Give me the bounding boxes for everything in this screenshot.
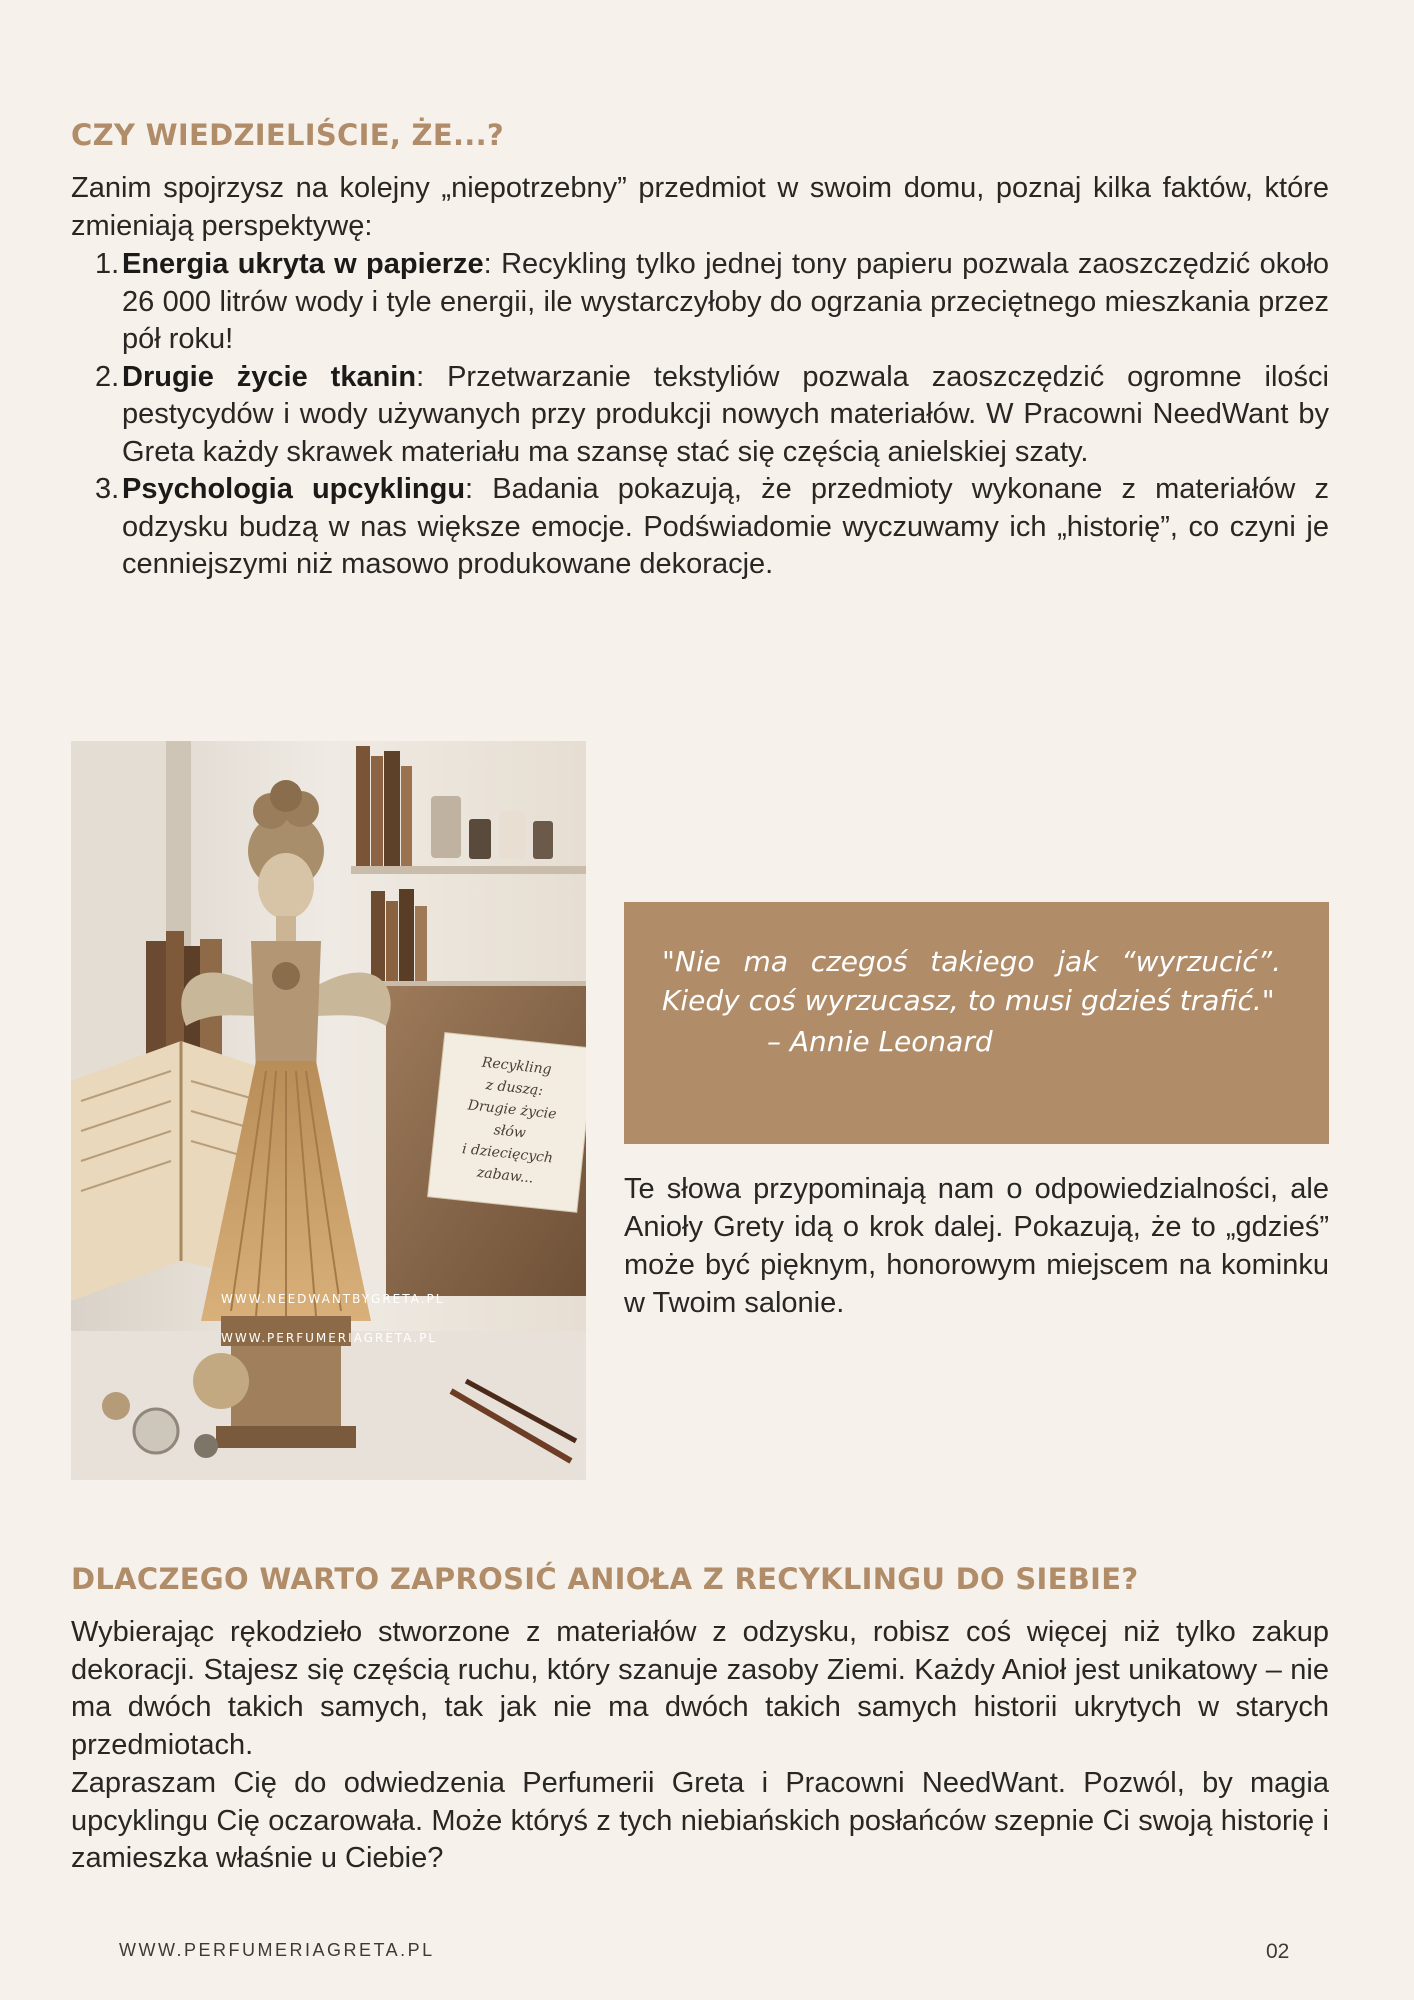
quote-text: "Nie ma czegoś takiego jak “wyrzucić”. Kiedy coś wyrzucasz, to musi gdzieś trafić." [662,945,1281,1017]
list-number: 3. [95,473,120,505]
fact-text: : Przetwarzanie tekstyliów pozwala zaoszczędzić ogromne ilości pestycydów i wody używanych przy produkcji nowych materiałów. W Pracowni NeedWant by Greta każdy skrawek materiału ma szansę stać się częścią anielskiej szaty. [122,360,1329,468]
quote-author: – Annie Leonard [767,1025,993,1058]
watermark-text: WWW.NEEDWANTBYGRETA.PL [221,1292,445,1306]
fact-title: Energia ukryta w papierze [122,248,484,280]
note-line: Drugie życie [467,1097,558,1123]
closing-paragraph-1: Wybierając rękodzieło stworzone z materiałów z odzysku, robisz coś więcej niż tylko zakup dekoracji. Stajesz się częścią ruchu, który szanuje zasoby Ziemi. Każdy Anioł jest unikatowy – nie ma dwóch takich samych, tak jak nie ma dwóch takich samych historii ukrytych w starych przedmiotach. [71,1616,1329,1761]
note-line: z duszą: [485,1077,544,1100]
fact-title: Drugie życie tkanin [122,360,417,393]
list-item [71,359,1329,472]
note-line: zabaw... [476,1164,535,1187]
section-heading-why: DLACZEGO WARTO ZAPROSIĆ ANIOŁA Z RECYKLINGU DO SIEBIE? [71,1562,1139,1596]
quote-commentary: Te słowa przypominają nam o odpowiedzialności, ale Anioły Grety idą o krok dalej. Pokazują, że to „gdzieś” może być pięknym, honorowym miejscem na kominku w Twoim salonie. [624,1173,1329,1319]
facts-list [71,246,1329,584]
list-number: 1. [95,248,120,280]
list-item [71,246,1329,359]
list-item [71,471,1329,584]
angel-photo [71,741,586,1480]
fact-text: : Badania pokazują, że przedmioty wykonane z materiałów z odzysku budzą w nas większe emocje. Podświadomie wyczuwamy ich „historię”, co czyni je cenniejszymi niż masowo produkowane dekoracje. [122,473,1329,580]
watermark-text: WWW.PERFUMERIAGRETA.PL [221,1331,438,1345]
closing-paragraph-2: Zapraszam Cię do odwiedzenia Perfumerii Greta i Pracowni NeedWant. Pozwól, by magia upcyklingu Cię oczarowała. Może któryś z tych niebiańskich posłańców szepnie Ci swoją historię i zamieszka właśnie u Ciebie? [71,1767,1329,1874]
intro-paragraph: Zanim spojrzysz na kolejny „niepotrzebny” przedmiot w swoim domu, poznaj kilka faktów, które zmieniają perspektywę: [71,172,1329,242]
fact-text: : Recykling tylko jednej tony papieru pozwala zaoszczędzić około 26 000 litrów wody i tyle energii, ile wystarczyłoby do ogrzania przeciętnego mieszkania przez pół roku! [122,248,1329,355]
list-number: 2. [95,360,120,393]
page-number: 02 [1266,1940,1290,1963]
note-line: i dziecięcych [461,1141,554,1167]
section-heading-facts: CZY WIEDZIELIŚCIE, ŻE...? [71,118,505,152]
fact-title: Psychologia upcyklingu [122,473,466,505]
note-line: słów [492,1122,527,1142]
footer-website: WWW.PERFUMERIAGRETA.PL [119,1940,435,1960]
note-line: Recykling [481,1054,553,1078]
quote-box [624,902,1329,1144]
